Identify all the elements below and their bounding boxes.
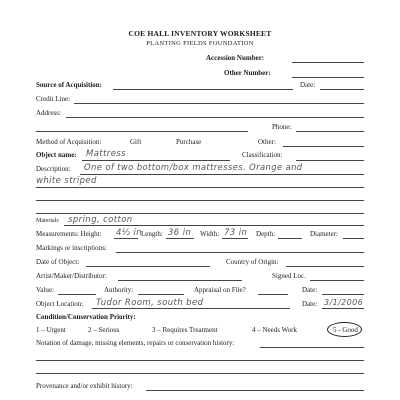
accession-number-field[interactable]: [292, 62, 364, 63]
condition-heading: Condition/Conservation Priority:: [36, 313, 136, 321]
method-purchase-option[interactable]: Purchase: [176, 138, 202, 146]
condition-option-urgent[interactable]: 1 – Urgent: [36, 326, 66, 334]
depth-label: Depth:: [256, 230, 276, 238]
markings-label: Markings or inscriptions:: [36, 244, 107, 252]
object-location-value: Tudor Room, south bed: [96, 298, 204, 308]
classification-label: Classification:: [242, 151, 283, 159]
condition-option-good[interactable]: 5 - Good: [333, 326, 358, 334]
materials-value: spring, cotton: [68, 215, 133, 225]
markings-field[interactable]: [116, 252, 364, 253]
appraisal-date-label: Date:: [302, 286, 318, 294]
description-value-line2: white striped: [36, 176, 97, 186]
description-field-3[interactable]: [36, 200, 364, 201]
description-value-line1: One of two bottom/box mattresses. Orange and: [84, 162, 303, 172]
location-date-value: 3/1/2006: [324, 298, 364, 307]
notation-field-3[interactable]: [36, 373, 364, 374]
length-label: Length:: [141, 230, 163, 238]
condition-option-serious[interactable]: 2 – Serious: [88, 326, 120, 334]
length-field[interactable]: [166, 238, 194, 239]
materials-label: Materials: [36, 218, 59, 224]
notation-label: Notation of damage, missing elements, repairs or conservation history:: [36, 339, 235, 347]
classification-field[interactable]: [296, 160, 364, 161]
country-of-origin-field[interactable]: [286, 266, 364, 267]
diameter-label: Diameter:: [310, 230, 338, 238]
signed-loc-label: Signed Loc.: [272, 272, 306, 280]
description-field-4[interactable]: [36, 213, 364, 214]
authority-field[interactable]: [138, 294, 184, 295]
other-number-field[interactable]: [292, 77, 364, 78]
description-label: Description:: [36, 165, 71, 173]
other-number-label: Other Number:: [224, 69, 271, 77]
condition-option-requires-treatment[interactable]: 3 – Requires Treatment: [152, 326, 218, 334]
address-label: Address:: [36, 109, 61, 117]
accession-number-label: Accession Number:: [206, 54, 265, 62]
artist-maker-field[interactable]: [118, 280, 242, 281]
object-name-value: Mattress: [86, 149, 126, 159]
signed-loc-field[interactable]: [310, 280, 364, 281]
authority-label: Authority:: [104, 286, 134, 294]
country-of-origin-label: Country of Origin:: [226, 258, 279, 266]
object-name-field[interactable]: [82, 160, 230, 161]
object-location-label: Object Location:: [36, 300, 84, 308]
form-title: COE HALL INVENTORY WORKSHEET: [128, 29, 272, 38]
notation-field-1[interactable]: [260, 347, 364, 348]
description-field-2[interactable]: [36, 187, 364, 188]
artist-maker-label: Artist/Maker/Distributor:: [36, 272, 107, 280]
acquisition-date-field[interactable]: [320, 89, 364, 90]
length-value: 36 in: [168, 228, 192, 238]
method-gift-option[interactable]: Gift: [130, 138, 142, 146]
method-other-label: Other:: [258, 138, 276, 146]
location-date-field[interactable]: [322, 308, 364, 309]
source-of-acquisition-field[interactable]: [113, 89, 293, 90]
materials-field[interactable]: [64, 225, 364, 226]
measurements-height-label: Measurements: Height:: [36, 230, 102, 238]
description-field-1[interactable]: [80, 174, 364, 175]
phone-field[interactable]: [296, 131, 364, 132]
provenance-label: Provenance and/or exhibit history:: [36, 382, 133, 390]
acquisition-date-label: Date:: [300, 81, 316, 89]
date-of-object-label: Date of Object:: [36, 258, 80, 266]
height-value: 4½ in: [116, 228, 143, 238]
method-of-acquisition-label: Method of Acquisition:: [36, 138, 102, 146]
phone-label: Phone:: [272, 123, 292, 131]
condition-option-needs-work[interactable]: 4 – Needs Work: [252, 326, 297, 334]
form-subtitle: PLANTING FIELDS FOUNDATION: [146, 40, 254, 47]
location-date-label: Date:: [302, 300, 318, 308]
value-field[interactable]: [58, 294, 96, 295]
address-field[interactable]: [66, 117, 364, 118]
height-field[interactable]: [114, 238, 138, 239]
depth-field[interactable]: [278, 238, 302, 239]
diameter-field[interactable]: [343, 238, 364, 239]
credit-line-label: Credit Line:: [36, 95, 71, 103]
object-location-field[interactable]: [92, 308, 290, 309]
object-name-label: Object name:: [36, 151, 77, 159]
credit-line-field[interactable]: [74, 103, 364, 104]
provenance-field[interactable]: [146, 390, 364, 391]
appraisal-on-file-field[interactable]: [258, 294, 288, 295]
date-of-object-field[interactable]: [86, 266, 210, 267]
appraisal-on-file-label: Appraisal on File?: [194, 286, 246, 294]
width-field[interactable]: [222, 238, 248, 239]
appraisal-date-field[interactable]: [322, 294, 364, 295]
notation-field-2[interactable]: [36, 360, 364, 361]
method-other-field[interactable]: [283, 146, 364, 147]
address-field-2[interactable]: [36, 131, 248, 132]
width-label: Width:: [200, 230, 220, 238]
width-value: 73 in: [224, 228, 248, 238]
value-label: Value:: [36, 286, 54, 294]
source-of-acquisition-label: Source of Acquisition:: [36, 81, 102, 89]
